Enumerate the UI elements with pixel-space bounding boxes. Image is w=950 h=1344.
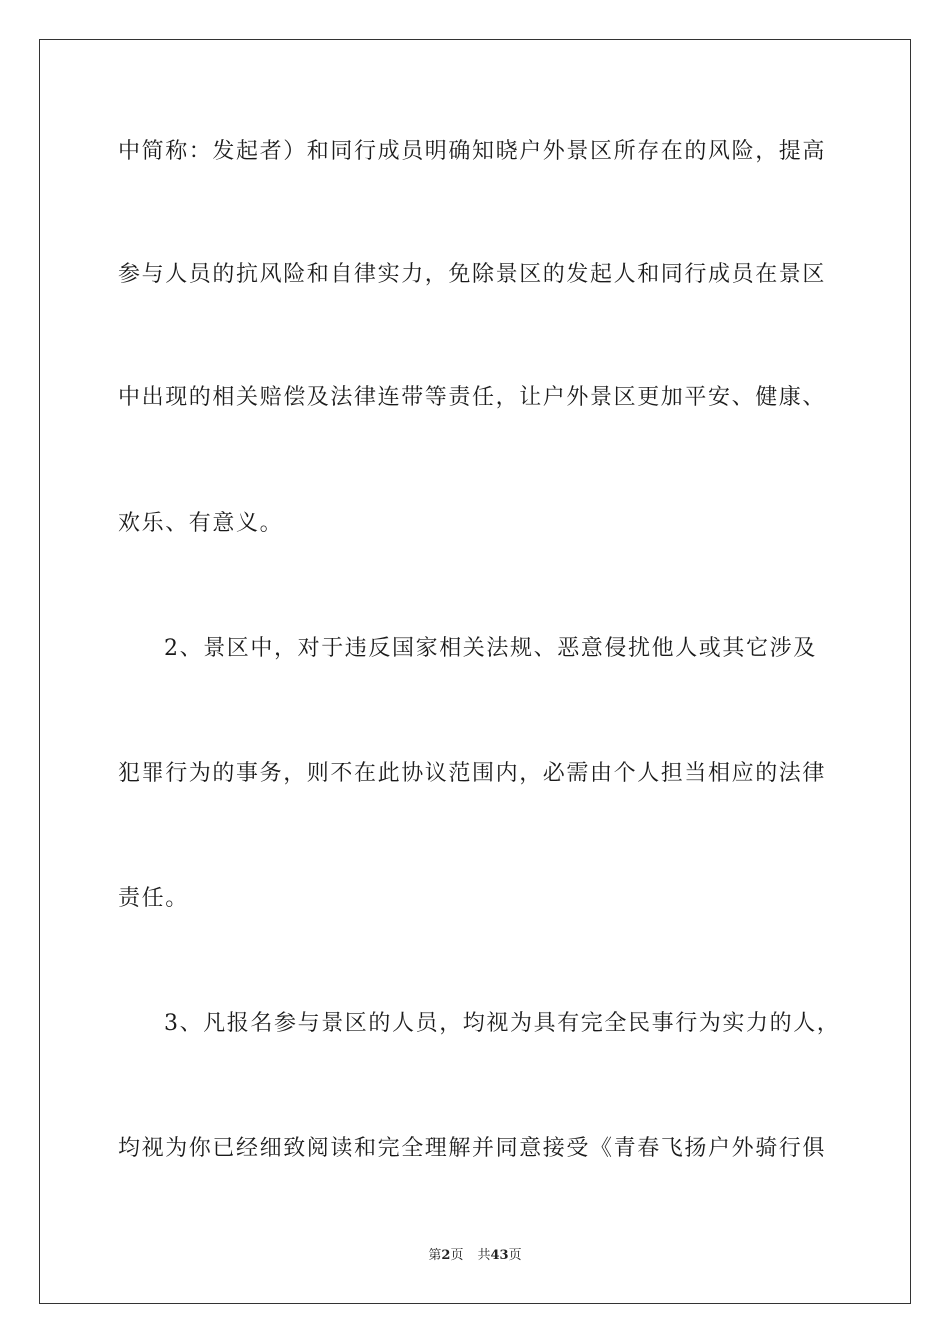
footer-page-number: 2 [441,1248,451,1263]
footer-page-prefix: 第 [428,1248,442,1263]
text-line-4: 欢乐、有意义。 [118,511,284,536]
footer-total-suffix: 页 [508,1248,522,1263]
text-line-3: 中出现的相关赔偿及法律连带等责任，让户外景区更加平安、健康、 [118,385,827,410]
page-footer [0,1247,950,1265]
text-line-5: 2、景区中，对于违反国家相关法规、恶意侵扰他人或其它涉及 [164,636,817,661]
footer-total-pages: 43 [490,1248,509,1263]
text-line-8: 3、凡报名参与景区的人员，均视为具有完全民事行为实力的人， [164,1011,841,1036]
text-line-1: 中简称：发起者）和同行成员明确知晓户外景区所存在的风险，提高 [118,139,827,164]
page-border [39,39,911,1304]
footer-page-suffix: 页 [450,1248,464,1263]
text-line-9: 均视为你已经细致阅读和完全理解并同意接受《青春飞扬户外骑行俱 [118,1136,827,1161]
text-line-2: 参与人员的抗风险和自律实力，免除景区的发起人和同行成员在景区 [118,262,827,287]
text-line-6: 犯罪行为的事务，则不在此协议范围内，必需由个人担当相应的法律 [118,761,827,786]
text-line-7: 责任。 [118,886,189,911]
footer-total-prefix: 共 [477,1248,491,1263]
